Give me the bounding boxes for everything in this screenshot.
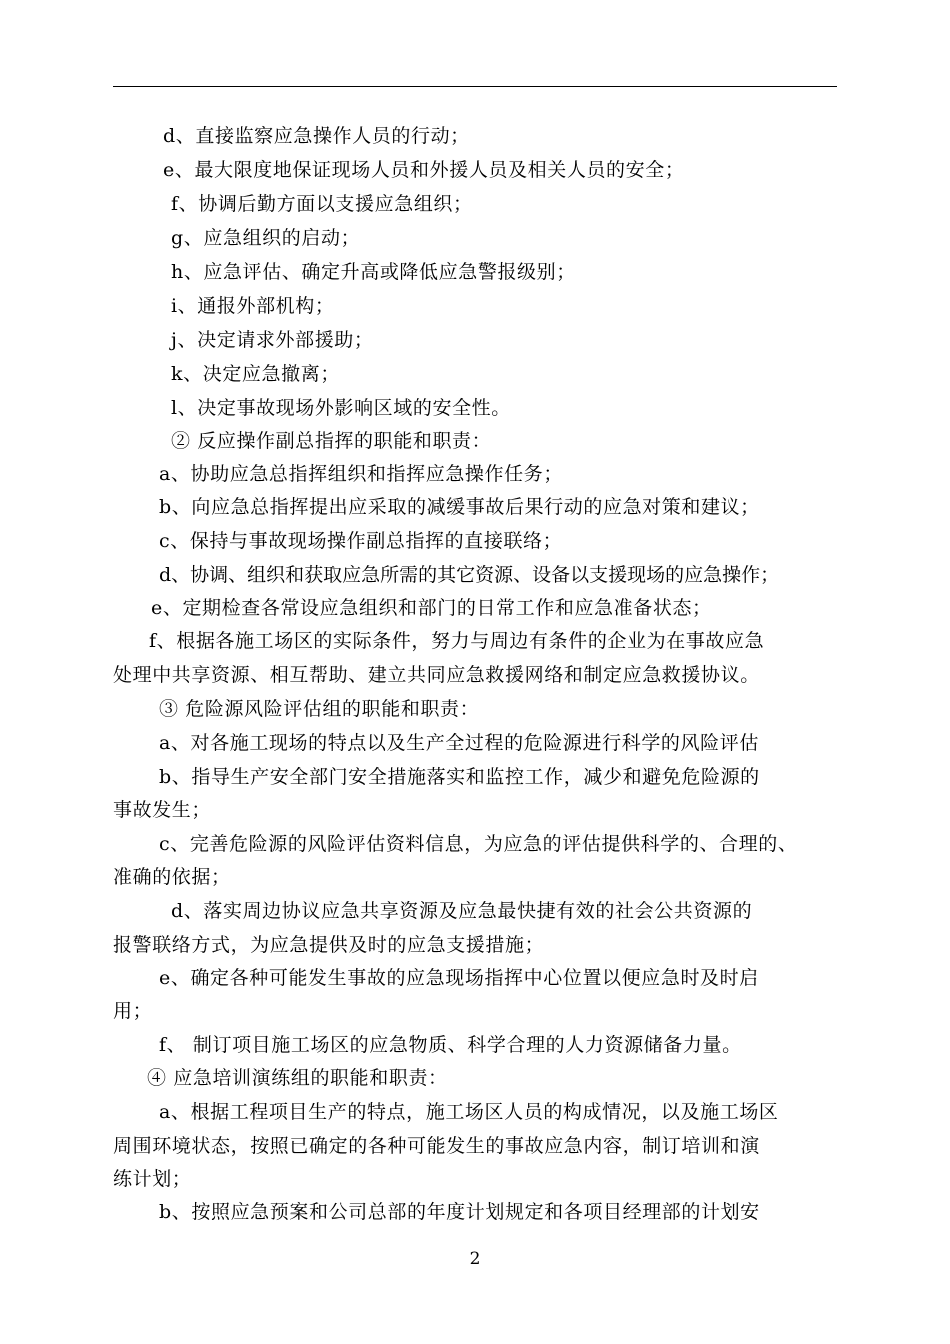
text-line: e、确定各种可能发生事故的应急现场指挥中心位置以便应急时及时启	[159, 967, 759, 989]
text-line: c、保持与事故现场操作副总指挥的直接联络；	[159, 530, 563, 552]
text-line: b、向应急总指挥提出应采取的减缓事故后果行动的应急对策和建议；	[159, 496, 760, 518]
text-line: d、直接监察应急操作人员的行动；	[163, 125, 470, 147]
text-line: j、决定请求外部援助；	[171, 329, 374, 351]
text-line: f、 制订项目施工场区的应急物质、科学合理的人力资源储备力量。	[159, 1034, 742, 1056]
text-line: g、应急组织的启动；	[171, 227, 361, 249]
section-heading: ③ 危险源风险评估组的职能和职责：	[159, 698, 480, 720]
text-line: f、根据各施工场区的实际条件，努力与周边有条件的企业为在事故应急	[149, 630, 765, 652]
text-line: d、落实周边协议应急共享资源及应急最快捷有效的社会公共资源的	[171, 900, 753, 922]
text-line: 准确的依据；	[113, 866, 231, 888]
text-line: 练计划；	[113, 1168, 192, 1190]
header-rule	[113, 86, 837, 87]
text-line: c、完善危险源的风险评估资料信息，为应急的评估提供科学的、合理的、	[159, 833, 798, 855]
text-line: 周围环境状态，按照已确定的各种可能发生的事故应急内容，制订培训和演	[113, 1135, 760, 1157]
text-line: l、决定事故现场外影响区域的安全性。	[171, 397, 511, 419]
text-line: d、协调、组织和获取应急所需的其它资源、设备以支援现场的应急操作；	[159, 564, 780, 586]
text-line: f、协调后勤方面以支援应急组织；	[171, 193, 473, 215]
text-line: i、通报外部机构；	[171, 295, 335, 317]
text-line: a、协助应急总指挥组织和指挥应急操作任务；	[159, 463, 563, 485]
section-heading: ④ 应急培训演练组的职能和职责：	[147, 1067, 448, 1089]
page-number: 2	[469, 1249, 481, 1269]
text-line: k、决定应急撤离；	[171, 363, 340, 385]
text-line: 报警联络方式，为应急提供及时的应急支援措施；	[113, 934, 545, 956]
section-heading: ② 反应操作副总指挥的职能和职责：	[171, 430, 492, 452]
text-line: 处理中共享资源、相互帮助、建立共同应急救援网络和制定应急救援协议。	[113, 664, 760, 686]
text-line: a、对各施工现场的特点以及生产全过程的危险源进行科学的风险评估	[159, 732, 759, 754]
text-line: h、应急评估、确定升高或降低应急警报级别；	[171, 261, 576, 283]
text-line: b、按照应急预案和公司总部的年度计划规定和各项目经理部的计划安	[159, 1201, 760, 1223]
text-line: 事故发生；	[113, 799, 212, 821]
text-line: a、根据工程项目生产的特点，施工场区人员的构成情况，以及施工场区	[159, 1101, 779, 1123]
text-line: 用；	[113, 1000, 153, 1022]
text-line: b、指导生产安全部门安全措施落实和监控工作，减少和避免危险源的	[159, 766, 760, 788]
text-line: e、最大限度地保证现场人员和外援人员及相关人员的安全；	[163, 159, 685, 181]
text-line: e、定期检查各常设应急组织和部门的日常工作和应急准备状态；	[151, 597, 712, 619]
